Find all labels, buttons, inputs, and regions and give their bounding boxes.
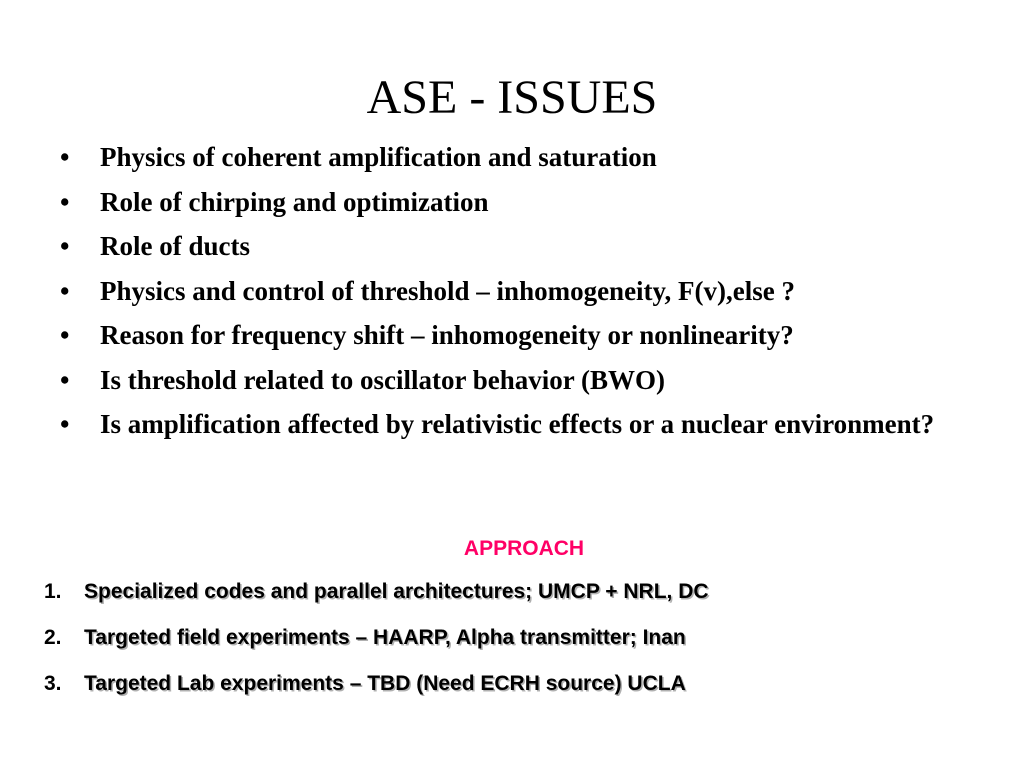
bullet-icon: • — [60, 142, 70, 172]
approach-item — [0, 576, 1024, 622]
issue-text: Physics and control of threshold – inhomogeneity, F(v),else ? — [100, 275, 796, 306]
approach-number: 3. — [44, 672, 62, 695]
issues-list — [0, 140, 1024, 452]
issue-item — [0, 407, 1024, 441]
issue-text: Role of ducts — [100, 231, 250, 261]
issue-item — [0, 274, 1024, 308]
issue-item — [0, 363, 1024, 397]
issue-text: Role of chirping and optimization — [100, 186, 489, 217]
approach-heading: APPROACH — [463, 537, 585, 560]
issue-text: Reason for frequency shift – inhomogeneity or nonlinearity? — [100, 320, 794, 350]
issue-text: Is amplification affected by relativistic effects or a nuclear environment? — [100, 409, 935, 439]
approach-text: Targeted field experiments – HAARP, Alpha transmitter; Inan — [84, 626, 686, 649]
approach-text: Specialized codes and parallel architectures; UMCP + NRL, DC — [84, 580, 709, 603]
issue-item — [0, 229, 1024, 263]
bullet-icon: • — [60, 275, 70, 306]
approach-item — [0, 668, 1024, 714]
slide-title: ASE - ISSUES — [366, 71, 658, 124]
issue-item — [0, 318, 1024, 352]
bullet-icon: • — [60, 186, 70, 217]
approach-text: Targeted Lab experiments – TBD (Need ECRH source) UCLA — [84, 672, 686, 695]
bullet-icon: • — [60, 320, 70, 350]
approach-number: 1. — [44, 580, 62, 603]
bullet-icon: • — [60, 409, 70, 439]
approach-item — [0, 622, 1024, 668]
bullet-icon: • — [60, 231, 70, 261]
issue-item — [0, 140, 1024, 174]
issue-item — [0, 185, 1024, 219]
issue-text: Is threshold related to oscillator behavior (BWO) — [100, 364, 665, 395]
approach-number: 2. — [44, 626, 62, 649]
bullet-icon: • — [60, 364, 70, 395]
issue-text: Physics of coherent amplification and saturation — [100, 142, 657, 172]
approach-list — [0, 576, 1024, 714]
